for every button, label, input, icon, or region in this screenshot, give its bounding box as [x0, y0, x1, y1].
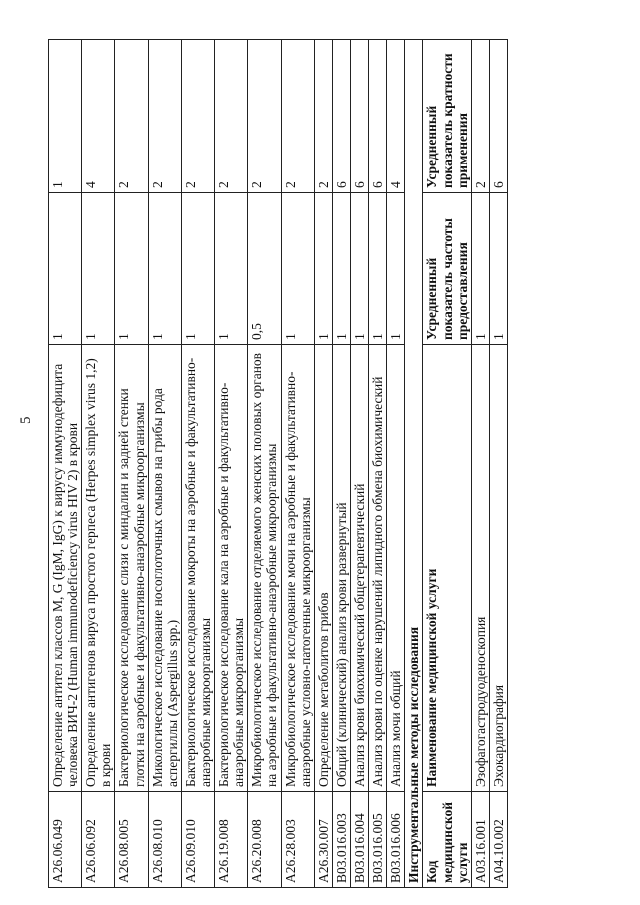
rotated-page: [48, 40, 600, 888]
frequency-value: 1: [314, 193, 332, 345]
service-code: B03.016.006: [387, 792, 405, 888]
service-code: A26.30.007: [314, 792, 332, 888]
frequency-value: 1: [332, 193, 350, 345]
frequency-value: 1: [115, 193, 148, 345]
frequency-value: 0,5: [248, 193, 281, 345]
frequency-value: 1: [215, 193, 248, 345]
table-row: [248, 40, 281, 888]
service-code: A04.10.002: [489, 792, 507, 888]
frequency-value: 1: [148, 193, 181, 345]
multiplicity-value: 1: [49, 40, 82, 193]
table-row: [350, 40, 368, 888]
header-code: Код медицинской услуги: [423, 792, 471, 888]
service-name: Анализ крови по оценке нарушений липидного обмена биохимический: [369, 345, 387, 792]
service-name: Эхокардиография: [489, 345, 507, 792]
frequency-value: 1: [489, 193, 507, 345]
service-name: Эзофагогастродуоденоскопия: [471, 345, 489, 792]
service-code: A26.20.008: [248, 792, 281, 888]
service-code: B03.016.004: [350, 792, 368, 888]
page-number: 5: [18, 416, 34, 424]
multiplicity-value: 4: [387, 40, 405, 193]
multiplicity-value: 2: [314, 40, 332, 193]
multiplicity-value: 2: [115, 40, 148, 193]
service-name: Бактериологическое исследование кала на аэробные и факультативно-анаэробные микроорганизмы: [215, 345, 248, 792]
service-name: Определение метаболитов грибов: [314, 345, 332, 792]
multiplicity-value: 2: [471, 40, 489, 193]
frequency-value: 1: [49, 193, 82, 345]
service-code: B03.016.005: [369, 792, 387, 888]
multiplicity-value: 4: [82, 40, 115, 193]
table-row: [471, 40, 489, 888]
service-name: Микологическое исследование носоглоточных смывов на грибы рода аспергиллы (Aspergillus spp.): [148, 345, 181, 792]
table-row: [489, 40, 507, 888]
table-row: [332, 40, 350, 888]
multiplicity-value: 6: [489, 40, 507, 193]
frequency-value: 1: [281, 193, 314, 345]
table-row: [369, 40, 387, 888]
frequency-value: 1: [181, 193, 214, 345]
service-code: A26.06.092: [82, 792, 115, 888]
table-row: [215, 40, 248, 888]
service-name: Бактериологическое исследование мокроты на аэробные и факультативно-анаэробные микроорганизмы: [181, 345, 214, 792]
multiplicity-value: 6: [350, 40, 368, 193]
header-name: Наименование медицинской услуги: [423, 345, 471, 792]
service-code: A26.06.049: [49, 792, 82, 888]
service-code: A26.19.008: [215, 792, 248, 888]
frequency-value: 1: [82, 193, 115, 345]
service-code: A26.08.005: [115, 792, 148, 888]
header-multiplicity: Усредненный показатель кратности применения: [423, 40, 471, 193]
service-name: Бактериологическое исследование слизи с миндалин и задней стенки глотки на аэробные и факультативно-анаэробные микроорганизмы: [115, 345, 148, 792]
table-row: [82, 40, 115, 888]
table-row: [49, 40, 82, 888]
service-name: Микробиологическое исследование отделяемого женских половых органов на аэробные и факультативно-анаэробные микроорганизмы: [248, 345, 281, 792]
service-code: A03.16.001: [471, 792, 489, 888]
table-row: [314, 40, 332, 888]
section-title: Инструментальные методы исследования: [405, 40, 423, 888]
table-row: [181, 40, 214, 888]
service-name: Анализ крови биохимический общетерапевтический: [350, 345, 368, 792]
service-name: Определение антител классов M, G (IgM, IgG) к вирусу иммунодефицита человека ВИЧ-2 (Human immunodeficiency virus HIV 2) в крови: [49, 345, 82, 792]
multiplicity-value: 2: [281, 40, 314, 193]
services-table: [48, 39, 508, 888]
table-row: [281, 40, 314, 888]
table-row: [148, 40, 181, 888]
frequency-value: 1: [387, 193, 405, 345]
multiplicity-value: 2: [148, 40, 181, 193]
section-row: [405, 40, 423, 888]
table-header-row: [423, 40, 471, 888]
multiplicity-value: 6: [369, 40, 387, 193]
frequency-value: 1: [350, 193, 368, 345]
service-name: Анализ мочи общий: [387, 345, 405, 792]
multiplicity-value: 2: [215, 40, 248, 193]
multiplicity-value: 6: [332, 40, 350, 193]
service-name: Определение антигенов вируса простого герпеса (Herpes simplex virus 1,2) в крови: [82, 345, 115, 792]
service-code: A26.08.010: [148, 792, 181, 888]
service-name: Микробиологическое исследование мочи на аэробные и факультативно-анаэробные условно-патогенные микроорганизмы: [281, 345, 314, 792]
service-code: A26.28.003: [281, 792, 314, 888]
table-row: [115, 40, 148, 888]
multiplicity-value: 2: [181, 40, 214, 193]
frequency-value: 1: [369, 193, 387, 345]
header-frequency: Усредненный показатель частоты предоставления: [423, 193, 471, 345]
service-code: A26.09.010: [181, 792, 214, 888]
frequency-value: 1: [471, 193, 489, 345]
multiplicity-value: 2: [248, 40, 281, 193]
service-name: Общий (клинический) анализ крови развернутый: [332, 345, 350, 792]
table-row: [387, 40, 405, 888]
service-code: B03.016.003: [332, 792, 350, 888]
